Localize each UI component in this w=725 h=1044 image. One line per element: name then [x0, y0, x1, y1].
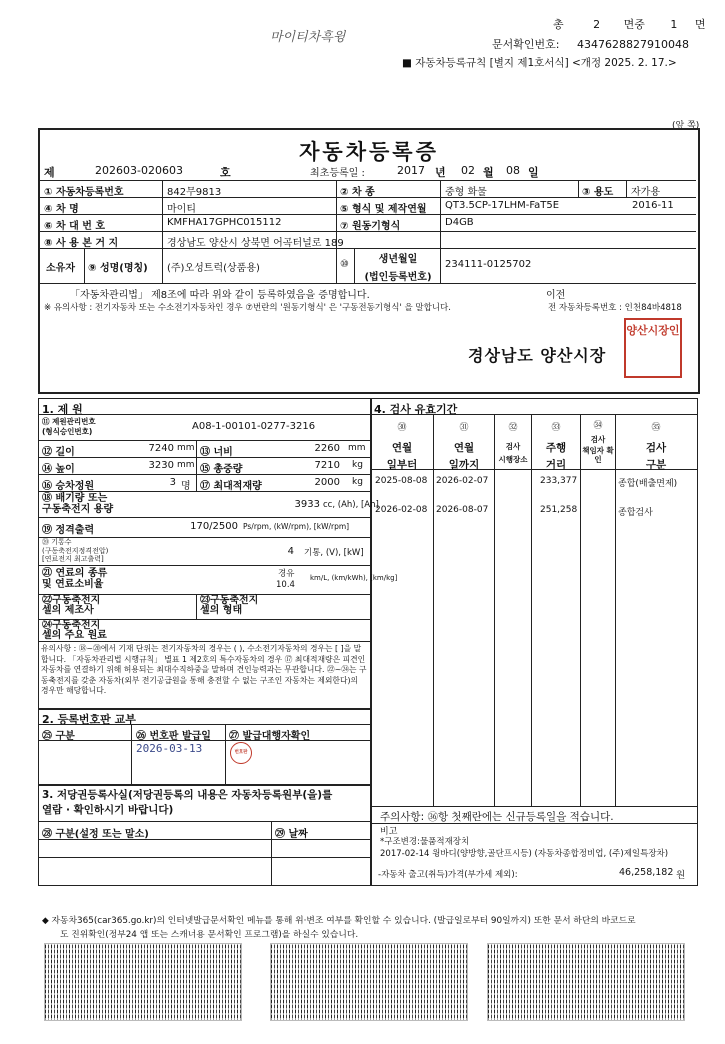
- model-value: QT3.5CP-17LHM-FaT5E: [445, 200, 560, 211]
- col-to-num: ㉛: [459, 423, 469, 433]
- year-label: 년: [435, 166, 446, 179]
- agent-stamp-text: 번호판: [234, 750, 248, 755]
- owner-name: (주)오성트럭(상품용): [167, 263, 260, 274]
- col-from-header: [372, 420, 432, 472]
- remark-line1: *구조변경:물품적재장치: [380, 837, 470, 847]
- disp-label-line2: 구동축전지 용량: [42, 504, 114, 515]
- mortgage-date-label: ㉙ 날짜: [275, 829, 308, 840]
- mortgage-heading-line1: 3. 저당권등록사실(저당권등록의 내용은 자동차등록원부(을)를: [42, 789, 333, 801]
- width-value: 2260: [314, 443, 340, 454]
- engine-value: D4GB: [445, 217, 474, 228]
- reg-no: 202603-020603: [95, 164, 183, 177]
- mgmt-label: [42, 417, 96, 437]
- doc-confirm: [492, 36, 689, 52]
- col-place-line2: 시행장소: [498, 455, 528, 464]
- spec-caution: 유의사항 : ⑱~⑳에서 기재 단위는 전기자동차의 경우는 ( ), 수소전기자동차의 경우는 [ ]을 말합니다. 「자동차관리법 시행규칙」 별표 1 제2호의 특수자동차의 경우 ⑰ 최대적재량은 피견인자동차를 연결하기 위해 허용되는 최대수직하중을 말하며 견인능력과는 무관합니다. ㉒~㉔는 구동축전지를 갖춘 자동차(외부 전기공급원을 통해 충전할 수 없는 구조인 자동차는 제외한다)의 경우만 해당합니다.: [41, 644, 367, 696]
- first-reg-year: 2017: [397, 164, 425, 177]
- use-value: 자가용: [631, 187, 660, 198]
- col-place-line1: 검사: [505, 442, 521, 451]
- row1-to: 2026-02-07: [436, 476, 489, 486]
- plate-heading: 2. 등록번호판 교부: [42, 713, 136, 726]
- ho-label: 호: [220, 166, 231, 179]
- gross-value: 7210: [314, 460, 340, 471]
- plate-agent-label: ㉗ 발급대행자확인: [229, 731, 311, 742]
- col-from-num: ㉚: [397, 423, 407, 433]
- battery-material-line1: ㉔구동축전지: [42, 620, 101, 631]
- battery-form-label: [200, 596, 258, 616]
- page-label: 면: [694, 18, 706, 31]
- power-unit: Ps/rpm, (kW/rpm), [kW/rpm]: [243, 522, 350, 531]
- battery-form-line1: ㉓구동축전지: [200, 595, 259, 606]
- power-value: 170/2500: [190, 521, 238, 532]
- fuel-unit: km/L, (km/kWh), [km/kg]: [310, 574, 398, 582]
- disp-unit: cc, (Ah), [Ah]: [323, 500, 379, 510]
- vin-value: KMFHA17GPHC015112: [167, 217, 282, 228]
- inspection-row: [370, 505, 696, 523]
- seal-text: 양산시장인: [626, 324, 680, 337]
- gross-unit: kg: [352, 460, 363, 470]
- page-of-label: 면중: [623, 18, 645, 31]
- power-label: ⑲ 정격출력: [42, 525, 95, 536]
- location-label: ⑧ 사 용 본 거 지: [44, 238, 119, 249]
- seats-value: 3: [169, 477, 176, 488]
- issuer: 경상남도 양산시장: [468, 346, 607, 365]
- row1-mileage: 233,377: [540, 476, 578, 486]
- mgmt-no: A08-1-00101-0277-3216: [192, 421, 316, 432]
- col-kind-line2: 구분: [645, 459, 667, 471]
- col-mileage-num: ㉝: [551, 423, 561, 433]
- form-reference: ■ 자동차등록규칙 [별지 제1호서식] <개정 2025. 2. 17.>: [402, 57, 677, 69]
- inspection-heading: 4. 검사 유효기간: [374, 403, 458, 416]
- col-kind-num: ㉟: [651, 423, 661, 433]
- load-label: ⑰ 최대적재량: [200, 481, 262, 492]
- vehicle-name-label: ④ 차 명: [44, 204, 79, 215]
- plate-kind-label: ㉕ 구분: [42, 731, 75, 742]
- width-unit: mm: [348, 443, 366, 453]
- owner-name-label: ⑨ 성명(명칭): [88, 263, 148, 274]
- cyl-label-line1: ⑳ 기통수: [42, 538, 72, 546]
- inspection-notice: 주의사항: ㊱항 첫째란에는 신규등록일을 적습니다.: [380, 811, 614, 823]
- cyl-value: 4: [287, 546, 294, 557]
- transfer-label: 이전: [546, 290, 566, 301]
- prev-reg-no: 전 자동차등록번호 : 인천84바4818: [548, 303, 682, 313]
- model-label: ⑤ 형식 및 제작연월: [340, 204, 427, 215]
- disp-value: 3933: [294, 499, 320, 510]
- price-unit: 원: [676, 870, 686, 881]
- row2-to: 2026-08-07: [436, 505, 489, 515]
- vehicle-type: 중형 화물: [445, 187, 487, 198]
- engine-label: ⑦ 원동기형식: [340, 221, 401, 232]
- reg-number-row: [40, 164, 696, 180]
- battery-form-line2: 셀의 형태: [200, 605, 243, 616]
- birth-label-line2: (법인등록번호): [364, 272, 432, 283]
- cyl-label-line3: [연료전지 최고출력]: [42, 555, 104, 563]
- front-side-label: (앞 쪽): [672, 121, 700, 131]
- birth-label-line1: 생년월일: [378, 254, 418, 265]
- fuel-label-line2: 및 연료소비율: [42, 579, 104, 590]
- footer-line1: ◆ 자동차365(car365.go.kr)의 인터넷발급문서확인 메뉴를 통해 위·변조 여부를 확인할 수 있습니다. (발급일로부터 90일까지) 또한 문서 하단의 바코드로: [42, 916, 636, 926]
- col-confirm-line1: 검사: [590, 435, 606, 444]
- fuel-label: [42, 568, 107, 590]
- vin-label: ⑥ 차 대 번 호: [44, 221, 106, 232]
- certify-note: ※ 유의사항 : 전기자동차 또는 수소전기자동차인 경우 ⑦번란의 '원동기형식' 은 '구동전동기형식' 을 말합니다.: [44, 303, 451, 313]
- inspection-row: [370, 476, 696, 494]
- battery-maker-line1: ㉒구동축전지: [42, 595, 101, 606]
- vehicle-name: 마이티: [167, 204, 196, 215]
- total-pages-label: 총: [553, 18, 564, 31]
- first-reg-month: 02: [461, 164, 475, 177]
- col-from-line2: 일부터: [386, 459, 418, 471]
- height-unit: mm: [177, 460, 195, 470]
- price-value: 46,258,182: [619, 867, 674, 878]
- model-date: 2016-11: [632, 200, 674, 211]
- row1-from: 2025-08-08: [375, 476, 428, 486]
- location-value: 경상남도 양산시 상북면 어곡터널로 189: [167, 238, 344, 249]
- cyl-label: [42, 538, 108, 564]
- barcode-2: [270, 943, 468, 1021]
- first-reg-day: 08: [506, 164, 520, 177]
- footer-line2: 도 진위확인(정부24 앱 또는 스캐너용 문서확인 프로그램)을 하실수 있습니다.: [60, 930, 359, 940]
- birth-circle: ⑩: [340, 259, 349, 270]
- length-value: 7240: [148, 443, 174, 454]
- battery-material-line2: 셀의 주요 원료: [42, 630, 107, 641]
- col-mileage-line2: 거리: [545, 459, 567, 471]
- reg-no-field-label: ① 자동차등록번호: [44, 187, 124, 198]
- fuel-type: 경유: [278, 569, 295, 579]
- reg-no-label: 제: [44, 166, 55, 179]
- certify-text: 「자동차관리법」 제8조에 따라 위와 같이 등록하였음을 증명합니다.: [70, 290, 370, 301]
- seats-unit: 명: [181, 481, 191, 492]
- fuel-rate: 10.4: [276, 580, 295, 590]
- mortgage-heading-line2: 열람 · 확인하시기 바랍니다): [42, 804, 174, 816]
- use-label: ③ 용도: [582, 187, 614, 198]
- length-label: ⑫ 길이: [42, 447, 75, 458]
- col-kind-line1: 검사: [645, 442, 667, 454]
- plate-issue-date-label: ㉖ 번호판 발급일: [136, 731, 211, 742]
- row2-from: 2026-02-08: [375, 505, 428, 515]
- agent-stamp: [230, 742, 252, 764]
- col-place-header: [495, 420, 531, 465]
- battery-maker-label: [42, 596, 100, 616]
- col-confirm-line2: 책임자 확인: [582, 446, 614, 464]
- document-title: 자동차등록증: [299, 140, 439, 164]
- birth-value: 234111-0125702: [445, 259, 532, 270]
- row2-kind: 종합검사: [618, 508, 653, 518]
- mgmt-label-line2: (형식승인번호): [42, 427, 93, 436]
- battery-material-label: [42, 621, 107, 641]
- price-label: -자동차 출고(취득)가격(부가세 제외):: [378, 870, 518, 880]
- cyl-label-line2: (구동축전지정격전압): [42, 546, 109, 555]
- col-to-header: [434, 420, 494, 472]
- load-unit: kg: [352, 477, 363, 487]
- length-unit: mm: [177, 443, 195, 453]
- official-seal: [624, 318, 682, 378]
- total-pages: 2: [593, 18, 601, 31]
- cyl-unit: 기통, (V), [kW]: [304, 548, 364, 558]
- mortgage-kind-label: ㉘ 구분(설정 또는 말소): [42, 829, 149, 840]
- plate-issue-date: 2026-03-13: [136, 742, 203, 755]
- battery-maker-line2: 셀의 제조사: [42, 605, 94, 616]
- birth-label: [356, 250, 440, 283]
- vehicle-reg-no: 842무9813: [167, 187, 222, 198]
- row1-kind: 종합(배출면제): [618, 479, 678, 489]
- col-kind-header: [616, 420, 696, 472]
- col-confirm-num: ㉞: [593, 421, 603, 431]
- vehicle-type-label: ② 차 종: [340, 187, 375, 198]
- mortgage-heading: [42, 788, 332, 818]
- row2-mileage: 251,258: [540, 505, 578, 515]
- page-count: [553, 16, 706, 32]
- gross-label: ⑮ 총중량: [200, 464, 243, 475]
- col-to-line1: 연월: [453, 442, 475, 454]
- col-confirm-header: [581, 418, 615, 464]
- month-label: 월: [483, 166, 494, 179]
- remark-line2: 2017-02-14 윙바디(양방향,골단프시등) (자동차종합정비업, (주)제일특장차): [380, 849, 669, 859]
- day-label: 일: [528, 166, 539, 179]
- disp-label-line1: ⑱ 배기량 또는: [42, 493, 108, 504]
- height-label: ⑭ 높이: [42, 464, 75, 475]
- remark-label: 비고: [380, 827, 398, 837]
- disp-label: [42, 493, 113, 515]
- mgmt-label-line1: ⑪ 제원관리번호: [42, 417, 96, 426]
- col-from-line1: 연월: [391, 442, 413, 454]
- handwritten-note: 마이티차흑윙: [270, 30, 346, 45]
- width-label: ⑬ 너비: [200, 447, 233, 458]
- owner-label: 소유자: [46, 263, 75, 274]
- barcode-1: [44, 943, 242, 1021]
- col-mileage-line1: 주행: [545, 442, 567, 454]
- col-mileage-header: [532, 420, 580, 472]
- doc-confirm-label: 문서확인번호:: [492, 38, 560, 51]
- load-value: 2000: [314, 477, 340, 488]
- height-value: 3230: [148, 460, 174, 471]
- col-place-num: ㉜: [508, 423, 518, 433]
- col-to-line2: 일까지: [448, 459, 480, 471]
- page-no: 1: [670, 18, 678, 31]
- fuel-label-line1: ㉑ 연료의 종류: [42, 568, 108, 579]
- doc-confirm-no: 4347628827910048: [576, 38, 689, 51]
- first-reg-label: 최초등록일 :: [310, 168, 365, 179]
- barcode-3: [487, 943, 685, 1021]
- spec-heading: 1. 제 원: [42, 403, 83, 416]
- seats-label: ⑯ 승차정원: [42, 481, 95, 492]
